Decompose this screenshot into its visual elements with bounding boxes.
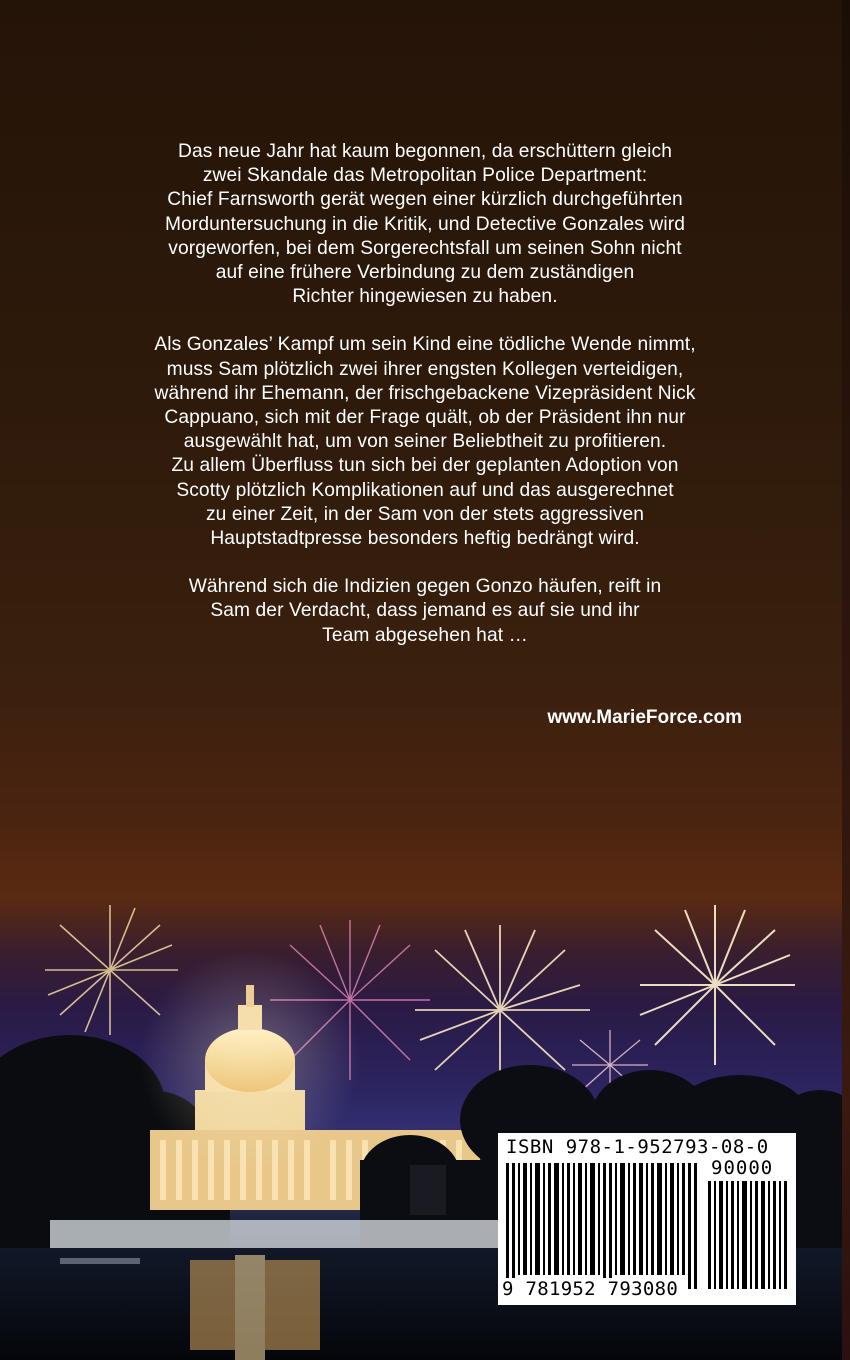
blurb-text bbox=[95, 140, 755, 672]
price-addon-code: 90000 bbox=[711, 1157, 774, 1179]
blurb-paragraph-2: Als Gonzales’ Kampf um sein Kind eine tödliche Wende nimmt, muss Sam plötzlich zwei ihrer engsten Kollegen verteidigen, während ihr Ehemann, der frischgebackene Vizepräsident Nick Cappuano, sich mit der Frage quält, ob der Präsident ihn nur ausgewählt hat, um von seiner Beliebtheit zu profitieren. Zu allem Überfluss tun sich bei der geplanten Adoption von Scotty plötzlich Komplikationen auf und das ausgerechnet zu einer Zeit, in der Sam von der stets aggressiven Hauptstadtpresse besonders heftig bedrängt wird. bbox=[154, 334, 696, 550]
blurb-paragraph-3: Während sich die Indizien gegen Gonzo häufen, reift in Sam der Verdacht, dass jemand es auf sie und ihr Team abgesehen hat … bbox=[188, 576, 662, 646]
barcode-label bbox=[498, 1133, 796, 1305]
isbn-number: ISBN 978-1-952793-08-0 bbox=[506, 1136, 769, 1158]
author-website: www.MarieForce.com bbox=[547, 707, 742, 728]
firework-3 bbox=[415, 925, 590, 1090]
cover-edge bbox=[842, 0, 850, 1360]
ean-digits: 9 781952 793080 bbox=[502, 1278, 679, 1300]
firework-4 bbox=[640, 905, 795, 1065]
blurb-paragraph-1: Das neue Jahr hat kaum begonnen, da erschüttern gleich zwei Skandale das Metropolitan Police Department: Chief Farnsworth gerät wegen einer kürzlich durchgeführten Morduntersuchung in die Kritik, und Detective Gonzales wird vorgeworfen, bei dem Sorgerechtsfall um seinen Sohn nicht auf eine frühere Verbindung zu dem zuständigen Richter hingewiesen zu haben. bbox=[165, 141, 685, 308]
